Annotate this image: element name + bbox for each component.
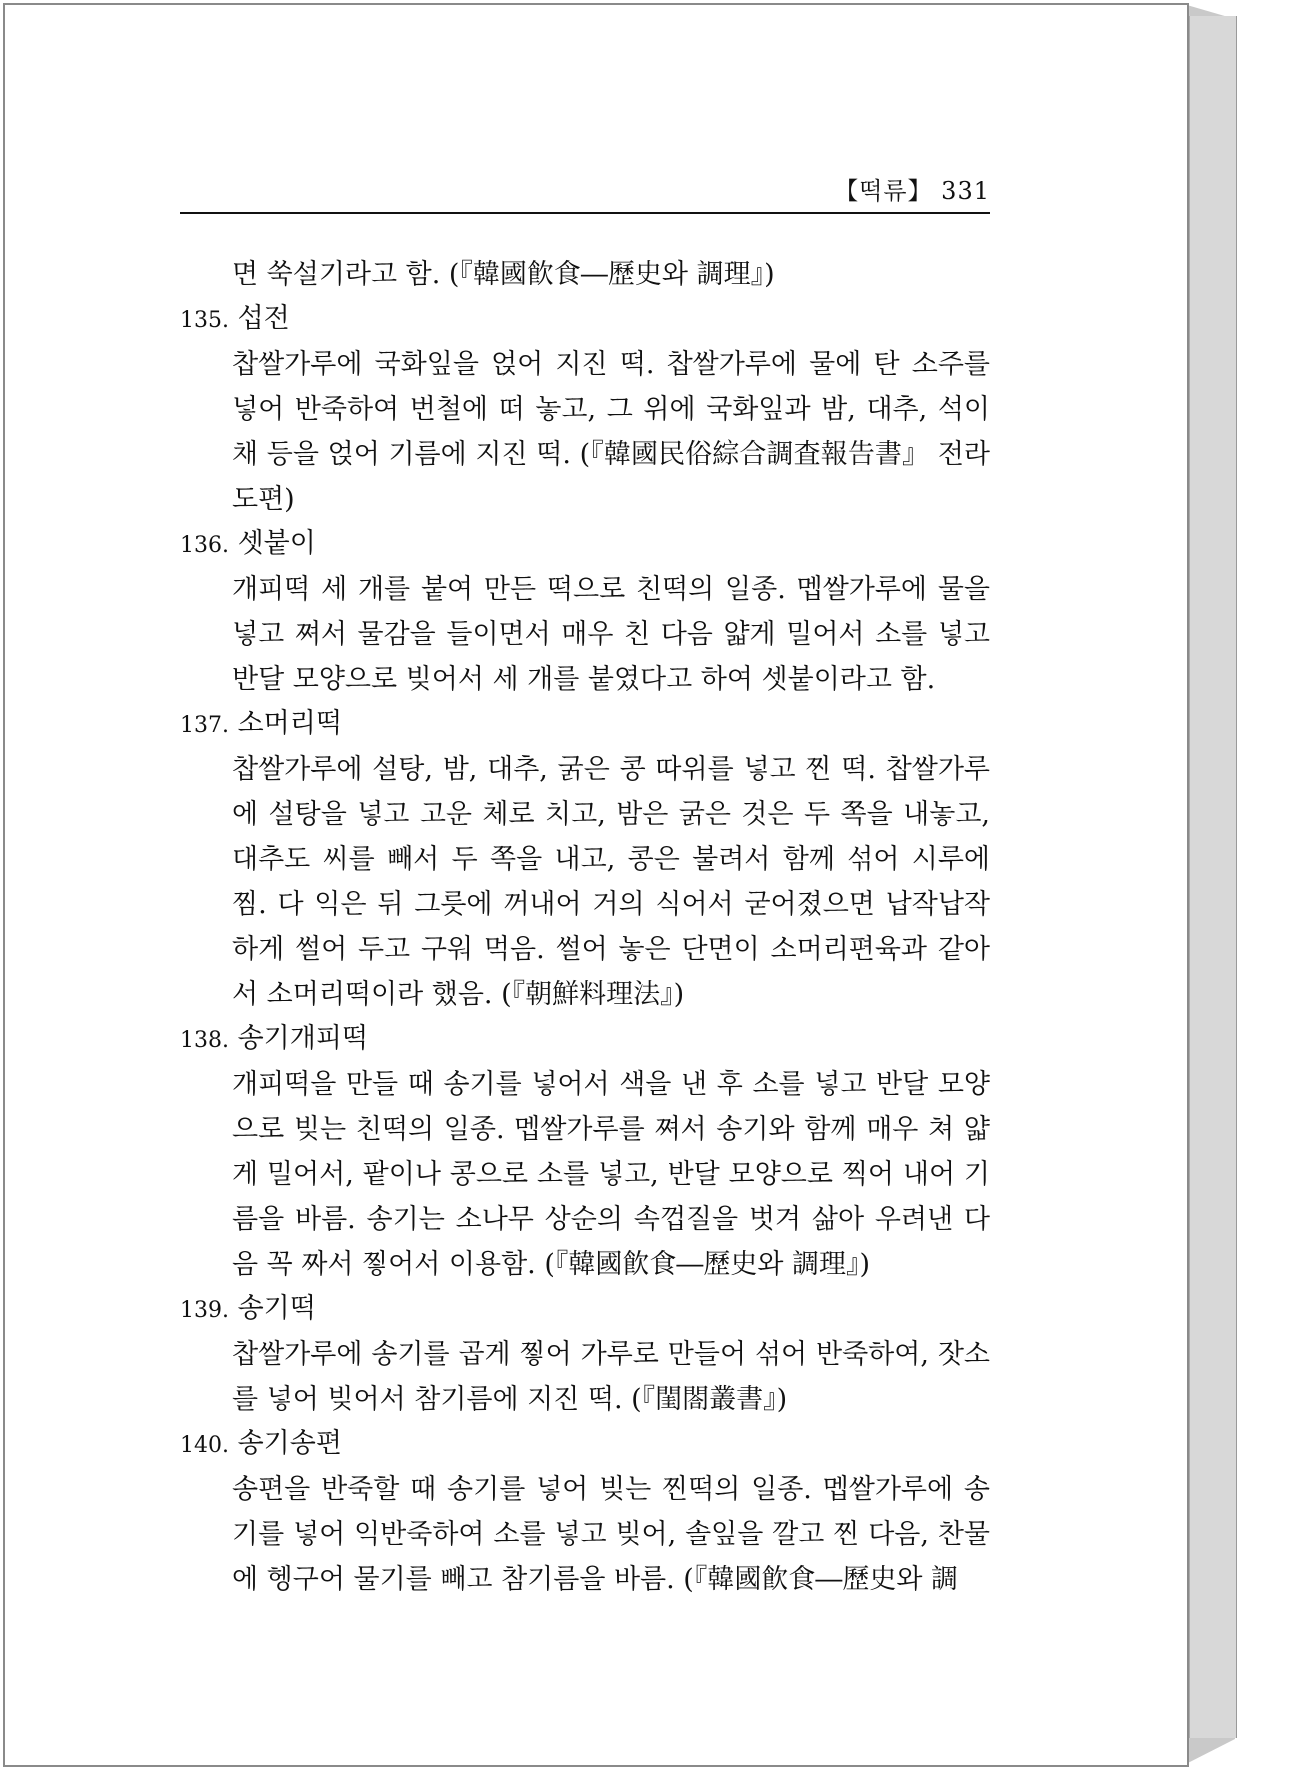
entry-140	[180, 1422, 990, 1602]
entry-heading	[180, 1017, 990, 1062]
entry-number: 140.	[180, 1433, 229, 1458]
entry-body: 찹쌀가루에 설탕, 밤, 대추, 굵은 콩 따위를 넣고 찐 떡. 찹쌀가루에 설탕을 넣고 고운 체로 치고, 밤은 굵은 것은 두 쪽을 내놓고, 대추도 씨를 빼서 두 쪽을 내고, 콩은 불려서 함께 섞어 시루에 찜. 다 익은 뒤 그릇에 꺼내어 거의 식어서 굳어졌으면 납작납작하게 썰어 두고 구워 먹음. 썰어 놓은 단면이 소머리편육과 같아서 소머리떡이라 했음. (『朝鮮料理法』)	[232, 754, 990, 1010]
entry-number: 138.	[180, 1028, 229, 1053]
running-head-text: 【떡류】 331	[834, 177, 990, 205]
entry-title: 송기송편	[237, 1428, 342, 1459]
entry-136	[180, 522, 990, 702]
continuation-text: 면 쑥설기라고 함. (『韓國飮食―歷史와 調理』)	[232, 259, 775, 290]
entry-number: 135.	[180, 308, 229, 333]
entry-135	[180, 297, 990, 522]
entry-number: 136.	[180, 533, 229, 558]
entry-title: 셋붙이	[237, 528, 316, 559]
entry-heading	[180, 702, 990, 747]
entry-137	[180, 702, 990, 1017]
entry-number: 139.	[180, 1298, 229, 1323]
page-content	[180, 252, 990, 1602]
entry-138	[180, 1017, 990, 1287]
entry-title: 섭전	[237, 303, 290, 334]
entry-number: 137.	[180, 713, 229, 738]
entry-body: 개피떡을 만들 때 송기를 넣어서 색을 낸 후 소를 넣고 반달 모양으로 빚는 친떡의 일종. 멥쌀가루를 쪄서 송기와 함께 매우 쳐 얇게 밀어서, 팥이나 콩으로 소를 넣고, 반달 모양으로 찍어 내어 기름을 바름. 송기는 소나무 상순의 속껍질을 벗겨 삶아 우려낸 다음 꼭 짜서 찧어서 이용함. (『韓國飮食―歷史와 調理』)	[232, 1069, 990, 1280]
entry-heading	[180, 522, 990, 567]
entry-body: 찹쌀가루에 송기를 곱게 찧어 가루로 만들어 섞어 반죽하여, 잣소를 넣어 빚어서 참기름에 지진 떡. (『閨閤叢書』)	[232, 1339, 990, 1415]
entry-title: 송기개피떡	[237, 1023, 368, 1054]
entry-body: 개피떡 세 개를 붙여 만든 떡으로 친떡의 일종. 멥쌀가루에 물을 넣고 쪄서 물감을 들이면서 매우 친 다음 얇게 밀어서 소를 넣고 반달 모양으로 빚어서 세 개를 붙였다고 하여 셋붙이라고 함.	[232, 574, 990, 695]
entry-heading	[180, 297, 990, 342]
entry-heading	[180, 1422, 990, 1467]
entry-body: 송편을 반죽할 때 송기를 넣어 빚는 찐떡의 일종. 멥쌀가루에 송기를 넣어 익반죽하여 소를 넣고 빚어, 솔잎을 깔고 찐 다음, 찬물에 헹구어 물기를 빼고 참기름을 바름. (『韓國飮食―歷史와 調	[232, 1474, 990, 1595]
running-header	[180, 176, 990, 214]
entry-heading	[180, 1287, 990, 1332]
entry-139	[180, 1287, 990, 1422]
page-edge-side	[1189, 16, 1237, 1738]
entry-title: 소머리떡	[237, 708, 342, 739]
entry-body: 찹쌀가루에 국화잎을 얹어 지진 떡. 찹쌀가루에 물에 탄 소주를 넣어 반죽하여 번철에 떠 놓고, 그 위에 국화잎과 밤, 대추, 석이채 등을 얹어 기름에 지진 떡. (『韓國民俗綜合調査報告書』 전라도편)	[232, 349, 990, 515]
entry-title: 송기떡	[237, 1293, 316, 1324]
